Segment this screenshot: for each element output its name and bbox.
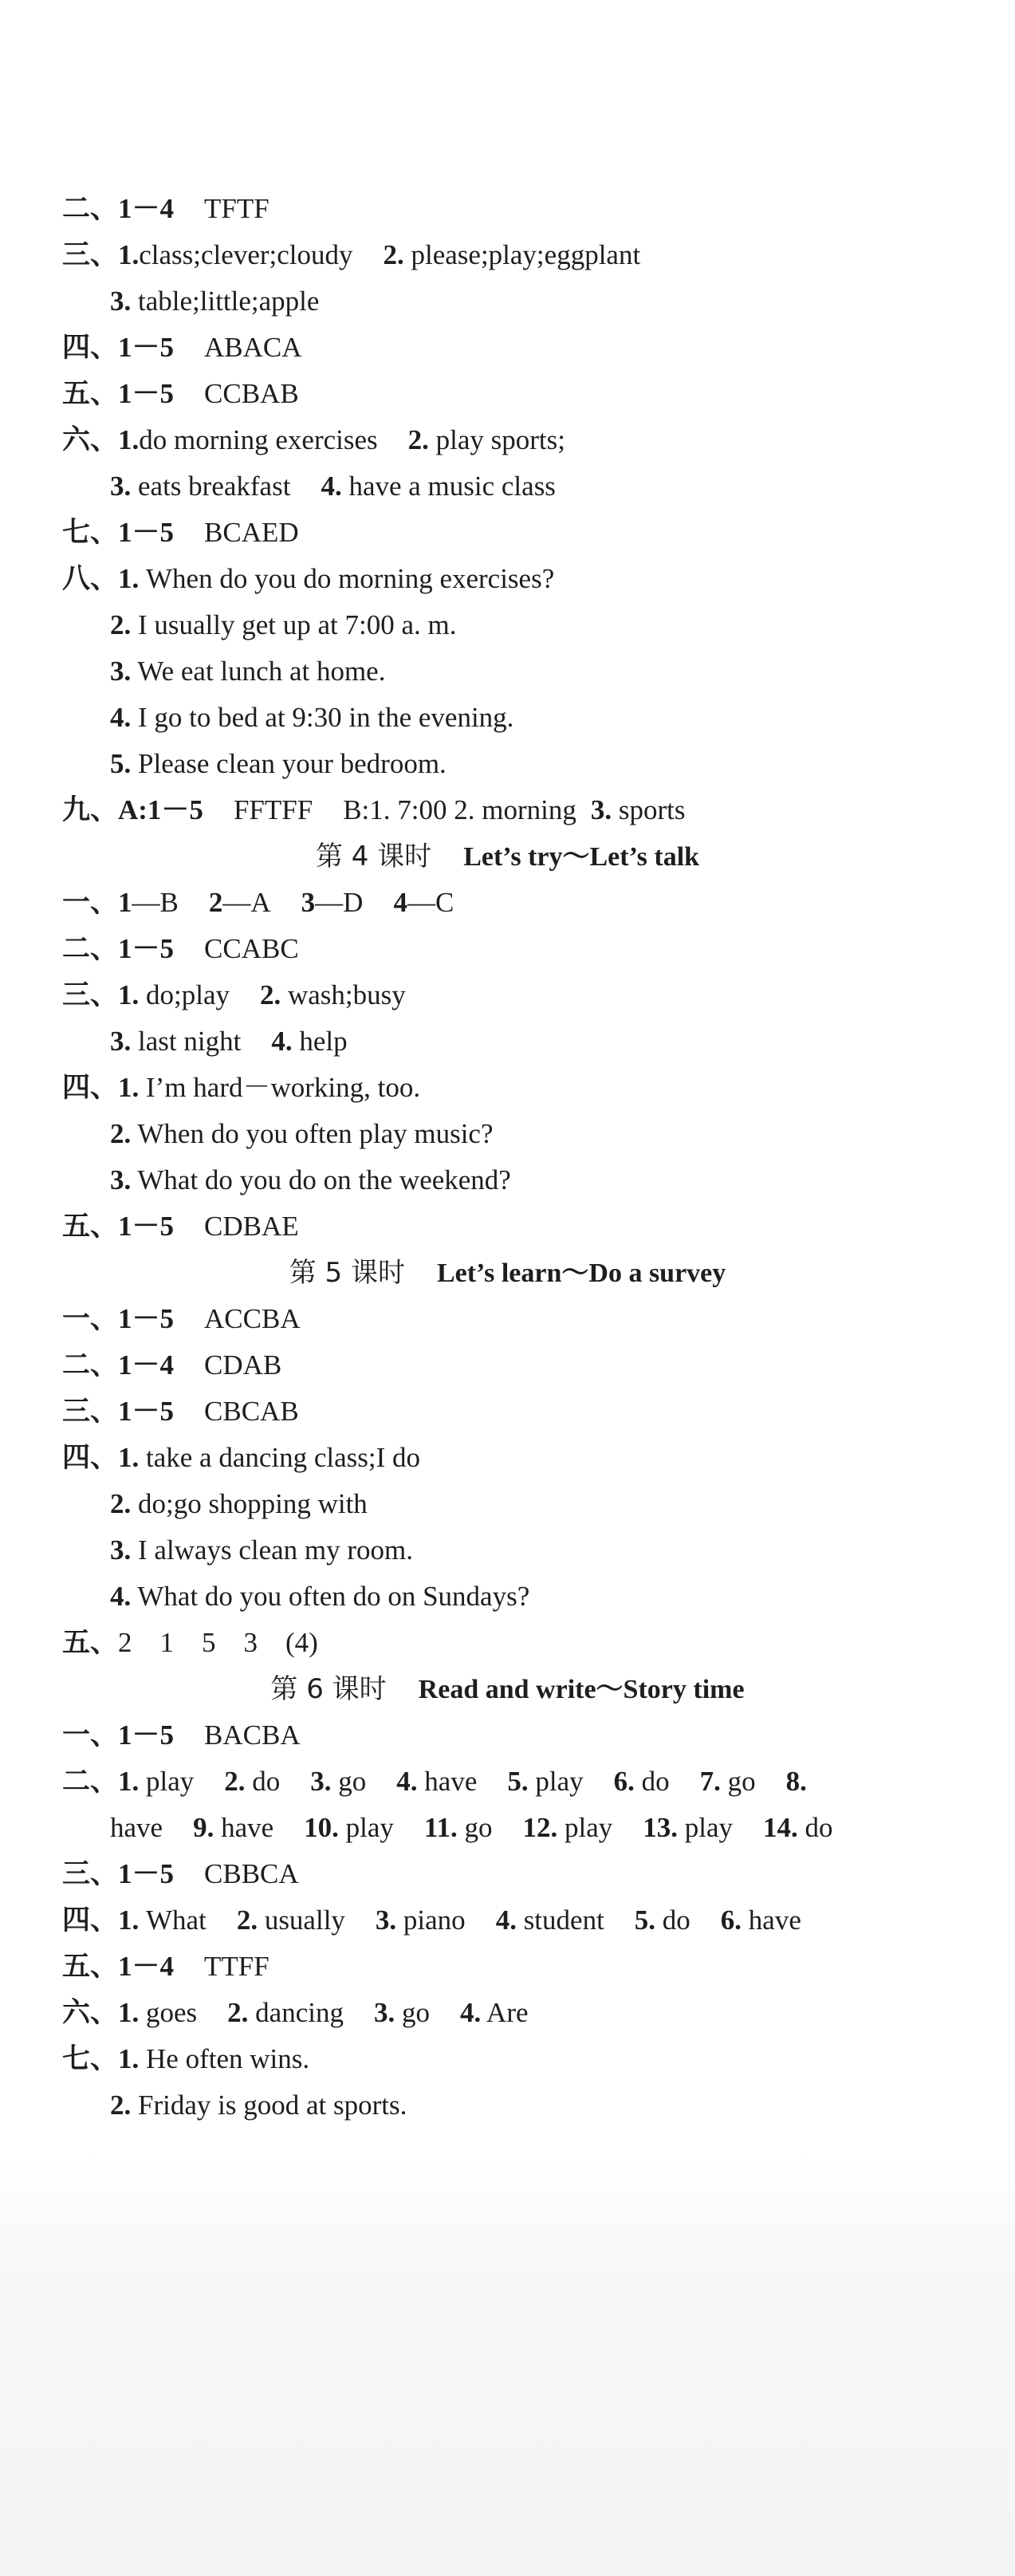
answer-text: goes <box>146 1997 198 2028</box>
question-label: 八、1. <box>62 563 140 594</box>
answer-text: CCBAB <box>204 378 299 409</box>
answer-line <box>110 1578 529 1616</box>
answer-text: ABACA <box>204 332 302 363</box>
item-number: 10. <box>304 1812 339 1843</box>
item-number: 3. <box>110 656 132 687</box>
item-number: 4. <box>396 1766 418 1797</box>
question-label: 七、1. <box>62 2043 140 2074</box>
lesson-number: 第 6 课时 <box>270 1673 387 1705</box>
answer-text: class;clever;cloudy <box>139 239 353 270</box>
answer-line <box>110 606 457 644</box>
answer-text: TFTF <box>204 193 269 224</box>
answer-text: When do you often play music? <box>137 1118 494 1149</box>
item-number: 6. <box>613 1766 635 1797</box>
answer-line <box>62 1392 299 1431</box>
answer-text: We eat lunch at home. <box>137 656 386 687</box>
question-label: 七、1－5 <box>62 517 175 548</box>
answer-text: play <box>345 1812 394 1843</box>
item-number: 4. <box>110 1581 132 1612</box>
answer-line <box>62 1439 420 1477</box>
question-label: 四、1. <box>62 1072 140 1103</box>
question-label: 二、1－5 <box>62 933 175 964</box>
answer-line <box>110 652 385 691</box>
item-number: 14. <box>763 1812 798 1843</box>
answer-line <box>110 467 556 506</box>
answer-line <box>62 976 406 1014</box>
question-label: 四、1. <box>62 1904 140 1936</box>
lesson-number: 第 4 课时 <box>315 841 432 872</box>
item-number: 2 <box>208 887 223 918</box>
answer-text: do <box>641 1766 670 1797</box>
answer-text: —A <box>222 887 271 918</box>
item-number: 5. <box>634 1904 656 1936</box>
answer-line <box>110 1531 413 1570</box>
answer-text: Friday is good at sports. <box>138 2090 407 2121</box>
question-label: 六、1. <box>62 1997 140 2028</box>
answer-text: TTFF <box>204 1951 269 1982</box>
answer-line <box>62 190 269 228</box>
answer-line <box>62 329 302 367</box>
answer-text: B:1. 7:00 2. morning <box>343 794 576 825</box>
answer-line <box>62 1994 529 2032</box>
answer-line <box>62 1069 420 1107</box>
answer-line <box>62 1901 801 1940</box>
answer-line <box>62 884 454 922</box>
question-label: 三、1. <box>62 979 140 1010</box>
item-number: 2. <box>110 1118 132 1149</box>
answer-line <box>62 2040 309 2078</box>
item-number: 4. <box>459 1997 482 2028</box>
item-number: 4. <box>495 1904 517 1936</box>
item-number: 2. <box>236 1904 258 1936</box>
answer-text: have a music class <box>348 471 556 502</box>
answer-text: He often wins. <box>146 2043 310 2074</box>
answer-text: last night <box>138 1026 242 1057</box>
item-number: 2. <box>227 1997 249 2028</box>
answer-line <box>62 1207 299 1246</box>
item-number: 11. <box>423 1812 458 1843</box>
item-number: 2. <box>110 609 132 640</box>
item-number: 4. <box>110 702 132 733</box>
item-number: 3 <box>301 887 316 918</box>
item-number: 3. <box>110 286 132 317</box>
answer-text: do <box>662 1904 690 1936</box>
item-number: 7. <box>699 1766 721 1797</box>
answer-text: —B <box>132 887 179 918</box>
answer-line <box>62 421 565 459</box>
item-number: 3. <box>373 1997 395 2028</box>
answer-line <box>110 1485 368 1523</box>
question-label: 九、A:1－5 <box>62 794 203 825</box>
answer-line <box>110 1161 511 1199</box>
answer-text: eats breakfast <box>138 471 291 502</box>
item-number: 5. <box>507 1766 529 1797</box>
answer-text: have <box>748 1904 801 1936</box>
answer-text: table;little;apple <box>138 286 320 317</box>
answer-line <box>62 1346 281 1385</box>
question-label: 一、1－5 <box>62 1719 175 1751</box>
lesson-title: Let’s try～Let’s talk <box>463 842 700 872</box>
answer-text: CDAB <box>204 1349 282 1381</box>
item-number: 2. <box>383 239 404 270</box>
item-number: 4 <box>393 887 407 918</box>
question-label: 五、1－5 <box>62 378 175 409</box>
answer-line <box>62 375 299 413</box>
answer-text: Please clean your bedroom. <box>138 748 447 779</box>
question-label: 五、1－5 <box>62 1211 175 1242</box>
item-number: 3. <box>375 1904 397 1936</box>
answer-text: CCABC <box>204 933 299 964</box>
answer-text: CBCAB <box>204 1396 299 1427</box>
answer-text: please;play;eggplant <box>411 239 641 270</box>
lesson-heading <box>0 1254 1015 1292</box>
answer-text: Are <box>486 1997 529 2028</box>
lesson-title: Let’s learn～Do a survey <box>436 1258 726 1288</box>
answer-line <box>62 1624 318 1662</box>
question-label: 五、 <box>62 1627 119 1658</box>
answer-text: go <box>464 1812 493 1843</box>
answer-text: go <box>338 1766 367 1797</box>
item-number: 2. <box>110 2090 132 2121</box>
answer-text: What do you often do on Sundays? <box>137 1581 530 1612</box>
answer-text: student <box>523 1904 604 1936</box>
question-label: 三、1. <box>62 239 140 270</box>
answer-line <box>110 745 447 783</box>
question-label: 六、1. <box>62 424 140 455</box>
item-number: 3. <box>110 1026 132 1057</box>
item-number: 9. <box>193 1812 214 1843</box>
item-number: 3. <box>110 1534 132 1566</box>
answer-text: I usually get up at 7:00 a. m. <box>138 609 457 640</box>
answer-text: 2 1 5 3 (4) <box>118 1627 318 1658</box>
answer-line <box>62 1855 299 1893</box>
answer-text: piano <box>403 1904 466 1936</box>
answer-line <box>62 236 640 274</box>
item-number: 2. <box>260 979 281 1010</box>
answer-text: dancing <box>255 1997 344 2028</box>
answer-line <box>62 1763 807 1801</box>
answer-line <box>62 560 554 598</box>
item-number: 2. <box>407 424 429 455</box>
answer-text: What <box>146 1904 207 1936</box>
answer-text: do morning exercises <box>139 424 378 455</box>
answer-line <box>62 1948 269 1986</box>
item-number: 3. <box>110 471 132 502</box>
answer-text: do <box>252 1766 281 1797</box>
item-number: 3. <box>590 794 612 825</box>
question-label: 四、1－5 <box>62 332 175 363</box>
answer-text: CBBCA <box>204 1858 299 1889</box>
answer-text: ACCBA <box>204 1303 301 1334</box>
lesson-title: Read and write～Story time <box>418 1675 745 1704</box>
question-label: 二、1－4 <box>62 1349 175 1381</box>
answer-text: usually <box>264 1904 345 1936</box>
item-number: 8. <box>785 1766 807 1797</box>
answer-text: wash;busy <box>288 979 406 1010</box>
lesson-heading <box>0 1670 1015 1708</box>
answer-line <box>110 1809 833 1847</box>
answer-text: play <box>565 1812 613 1843</box>
answer-text: I always clean my room. <box>138 1534 414 1566</box>
answer-text: I go to bed at 9:30 in the evening. <box>138 702 514 733</box>
lesson-heading <box>0 837 1015 876</box>
item-number: 4. <box>271 1026 293 1057</box>
answer-line <box>62 1716 301 1755</box>
answer-text: go <box>401 1997 430 2028</box>
question-label: 三、1－5 <box>62 1396 175 1427</box>
item-number: 3. <box>110 1164 132 1195</box>
answer-text: CDBAE <box>204 1211 299 1242</box>
answer-text: play <box>535 1766 584 1797</box>
item-number: 12. <box>522 1812 558 1843</box>
item-number: 2. <box>110 1488 132 1519</box>
answer-line <box>110 699 513 737</box>
answer-text: go <box>727 1766 756 1797</box>
item-number: 6. <box>720 1904 742 1936</box>
item-number: 13. <box>643 1812 679 1843</box>
answer-text: What do you do on the weekend? <box>137 1164 511 1195</box>
answer-text: —C <box>407 887 454 918</box>
item-number: 3. <box>310 1766 332 1797</box>
answer-text: play sports; <box>435 424 565 455</box>
answer-line <box>110 1115 494 1153</box>
answer-line <box>110 2086 407 2125</box>
answer-text: When do you do morning exercises? <box>146 563 555 594</box>
answer-text: have <box>221 1812 274 1843</box>
question-label: 四、1. <box>62 1442 140 1473</box>
lesson-number: 第 5 课时 <box>289 1257 405 1289</box>
answer-text: BACBA <box>204 1719 301 1751</box>
answer-text: help <box>299 1026 348 1057</box>
answer-text: sports <box>618 794 686 825</box>
item-number: 5. <box>110 748 132 779</box>
question-label: 二、1. <box>62 1766 140 1797</box>
item-number: 4. <box>321 471 342 502</box>
question-label: 二、1－4 <box>62 193 175 224</box>
answer-line <box>110 1022 348 1061</box>
question-label: 一、1 <box>62 887 132 918</box>
answer-text: play <box>146 1766 195 1797</box>
answer-text: —D <box>315 887 364 918</box>
question-label: 一、1－5 <box>62 1303 175 1334</box>
answer-text: BCAED <box>204 517 299 548</box>
answer-text: I’m hard－working, too. <box>146 1072 421 1103</box>
item-number: 2. <box>224 1766 246 1797</box>
answer-text: do <box>805 1812 833 1843</box>
question-label: 五、1－4 <box>62 1951 175 1982</box>
question-label: 三、1－5 <box>62 1858 175 1889</box>
answer-line <box>62 791 685 829</box>
answer-text: do;play <box>146 979 230 1010</box>
answer-text: play <box>684 1812 734 1843</box>
answer-text: FFTFF <box>233 794 313 825</box>
answer-text: have <box>110 1812 163 1843</box>
answer-text: have <box>424 1766 478 1797</box>
answer-line <box>62 1300 301 1338</box>
answer-line <box>62 514 299 552</box>
answer-text: take a dancing class;I do <box>146 1442 421 1473</box>
answer-line <box>110 282 319 321</box>
answer-text: do;go shopping with <box>138 1488 368 1519</box>
answer-line <box>62 930 299 968</box>
